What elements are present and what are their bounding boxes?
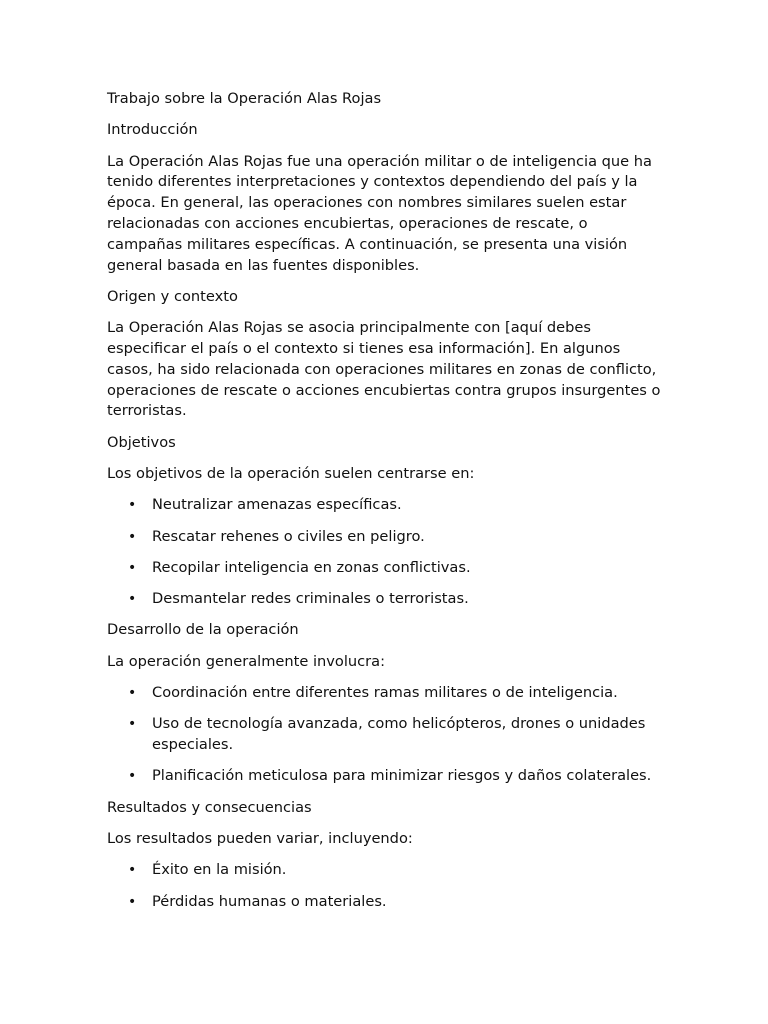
- bullet-icon: •: [128, 862, 137, 879]
- bullet-icon: •: [128, 559, 137, 576]
- list-item-text: Recopilar inteligencia en zonas conflictivas.: [152, 558, 471, 576]
- list-item: [107, 860, 667, 881]
- list-item: [107, 714, 667, 756]
- list-item-text: Planificación meticulosa para minimizar riesgos y daños colaterales.: [152, 767, 652, 785]
- list-item: [107, 683, 667, 704]
- list-item-text: Pérdidas humanas o materiales.: [152, 892, 387, 910]
- paragraph-intro: La Operación Alas Rojas fue una operación militar o de inteligencia que ha tenido diferentes interpretaciones y contextos dependiendo del país y la época. En general, las operaciones con nombres similares suelen estar relacionadas con acciones encubiertas, operaciones de rescate, o campañas militares específicas. A continuación, se presenta una visión general basada en las fuentes disponibles.: [107, 152, 652, 274]
- development-list: [107, 683, 667, 787]
- list-item: [107, 527, 667, 548]
- list-item: [107, 892, 667, 913]
- section-heading-intro: Introducción: [107, 121, 198, 139]
- bullet-icon: •: [128, 591, 137, 608]
- objectives-intro: Los objetivos de la operación suelen centrarse en:: [107, 464, 475, 482]
- list-item-text: Éxito en la misión.: [152, 861, 287, 879]
- bullet-icon: •: [128, 497, 137, 514]
- list-item-text: Uso de tecnología avanzada, como helicópteros, drones o unidades especiales.: [152, 715, 646, 754]
- bullet-icon: •: [128, 893, 137, 910]
- list-item-text: Neutralizar amenazas específicas.: [152, 496, 402, 514]
- section-heading-objectives: Objetivos: [107, 433, 176, 451]
- bullet-icon: •: [128, 716, 137, 733]
- section-heading-origin: Origen y contexto: [107, 287, 238, 305]
- document-title: Trabajo sobre la Operación Alas Rojas: [107, 90, 382, 107]
- bullet-icon: •: [128, 528, 137, 545]
- results-list: [107, 860, 667, 912]
- section-heading-development: Desarrollo de la operación: [107, 621, 299, 639]
- objectives-list: [107, 495, 667, 610]
- list-item-text: Rescatar rehenes o civiles en peligro.: [152, 527, 425, 545]
- list-item: [107, 766, 667, 787]
- bullet-icon: •: [128, 685, 137, 702]
- list-item: [107, 495, 667, 516]
- list-item-text: Desmantelar redes criminales o terroristas.: [152, 590, 469, 608]
- section-heading-results: Resultados y consecuencias: [107, 798, 312, 816]
- list-item: [107, 589, 667, 610]
- development-intro: La operación generalmente involucra:: [107, 652, 386, 670]
- list-item: [107, 558, 667, 579]
- bullet-icon: •: [128, 768, 137, 785]
- results-intro: Los resultados pueden variar, incluyendo:: [107, 830, 413, 848]
- document-page: [107, 89, 667, 923]
- paragraph-origin: La Operación Alas Rojas se asocia principalmente con [aquí debes especificar el país o el contexto si tienes esa información]. En algunos casos, ha sido relacionada con operaciones militares en zonas de conflicto, operaciones de rescate o acciones encubiertas contra grupos insurgentes o terroristas.: [107, 319, 661, 420]
- list-item-text: Coordinación entre diferentes ramas militares o de inteligencia.: [152, 684, 618, 702]
